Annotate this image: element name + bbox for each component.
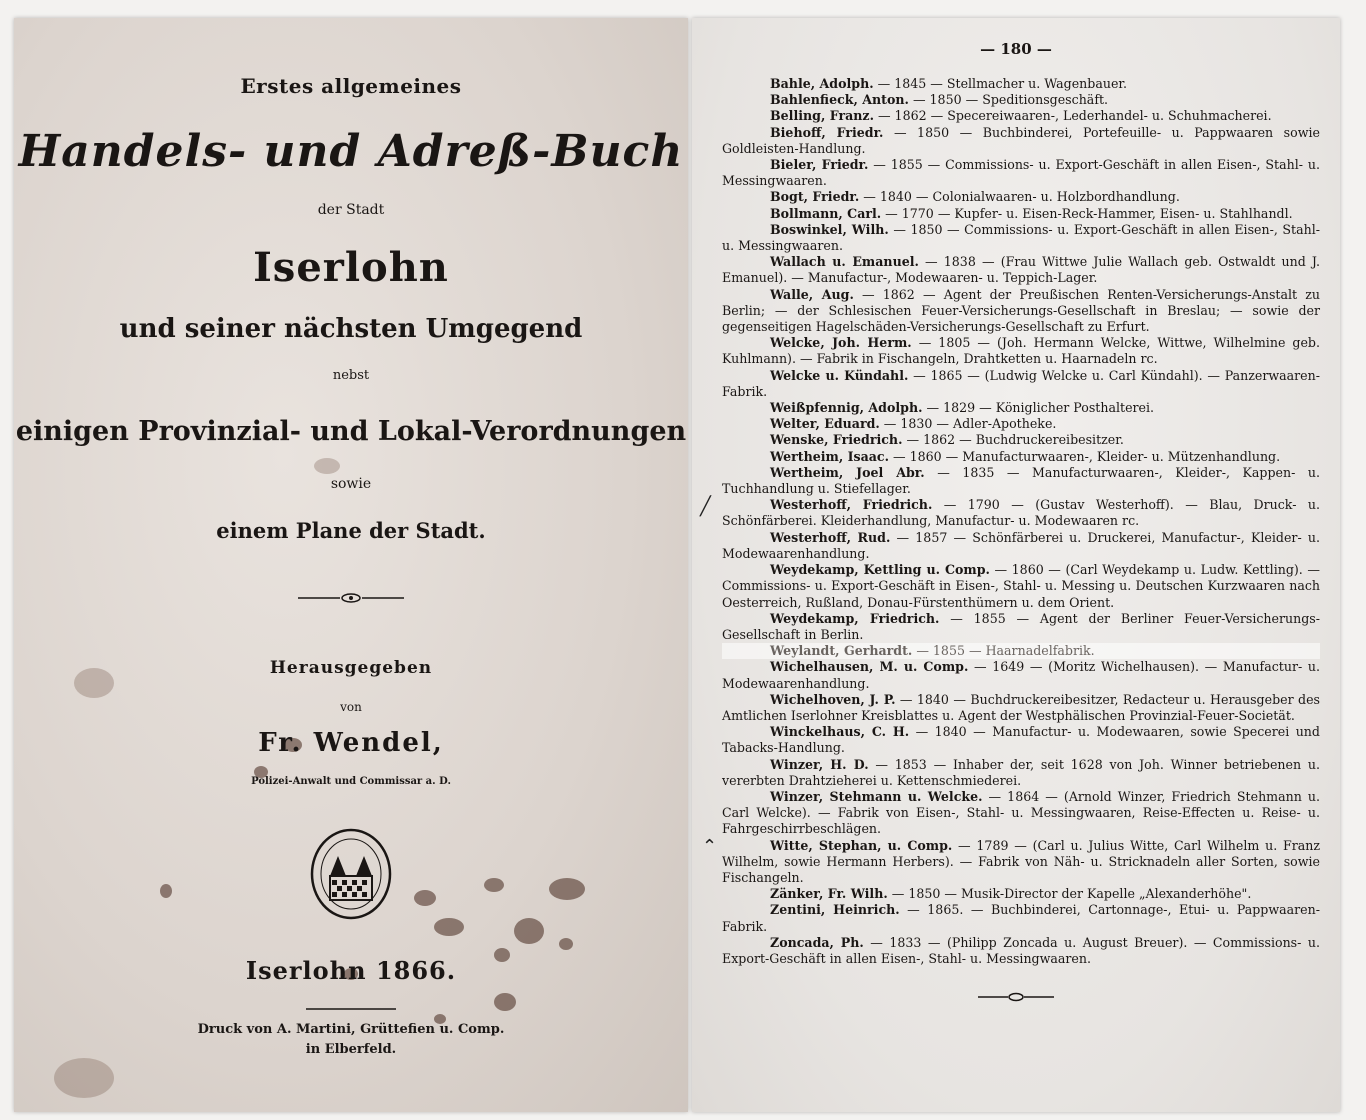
- directory-entry: [722, 254, 1320, 286]
- printer-line: [14, 1020, 688, 1060]
- directory-entry: [722, 432, 1320, 448]
- pencil-mark-icon: ╱: [700, 496, 711, 517]
- entry-text: — 1857 — Schönfärberei u. Druckerei, Manufactur-, Kleider- u. Modewaarenhandlung.: [722, 529, 1320, 561]
- directory-entry: [722, 935, 1320, 967]
- entry-text: — 1865 — (Ludwig Welcke u. Carl Kündahl). — Panzerwaaren-Fabrik.: [722, 367, 1320, 399]
- entry-text: — 1840 — Buchdruckereibesitzer, Redacteur u. Herausgeber des Amtlichen Iserlohner Kreisblattes u. Agent der Westphälischen Provinzial-Feuer-Societät.: [722, 691, 1320, 723]
- directory-page: [692, 18, 1340, 1112]
- entry-name: Winckelhaus, C. H.: [770, 724, 910, 740]
- entry-name: Welcke u. Kündahl.: [770, 367, 909, 383]
- plan-line: einem Plane der Stadt.: [216, 518, 486, 543]
- stain: [54, 1058, 114, 1098]
- main-title: Handels- und Adreß-Buch: [18, 126, 684, 177]
- directory-entry: [722, 659, 1320, 691]
- entry-name: Welter, Eduard.: [770, 416, 880, 432]
- rule-icon: [14, 996, 688, 1015]
- entry-text: — 1790 — (Gustav Westerhoff). — Blau, Druck- u. Schönfärberei. Kleiderhandlung, Manufactur- u. Modewaaren rc.: [722, 497, 1320, 529]
- entry-text: — 1833 — (Philipp Zoncada u. August Breuer). — Commissions- u. Export-Geschäft in allen Eisen-, Stahl- u. Messingwaaren.: [722, 934, 1320, 966]
- sowie-line: sowie: [330, 476, 372, 492]
- printer-line-2: in Elberfeld.: [305, 1042, 397, 1057]
- entry-name: Boswinkel, Wilh.: [770, 221, 889, 237]
- directory-entry: [722, 368, 1320, 400]
- entry-text: — 1862 — Agent der Preußischen Renten-Versicherungs-Anstalt zu Berlin; — der Schlesischen Feuer-Versicherungs-Gesellschaft in Breslau; — sowie der gegenseitigen Hagelschäden-Versicherungs-Gesellschaft zu Erfurt.: [722, 286, 1320, 335]
- directory-entry: [722, 416, 1320, 432]
- stain: [559, 938, 573, 950]
- directory-entry: [722, 222, 1320, 254]
- pencil-mark-icon: ⌃: [702, 836, 718, 857]
- entry-text: — 1850 — Buchbinderei, Portefeuille- u. Pappwaaren sowie Goldleisten-Handlung.: [722, 124, 1320, 156]
- directory-entry: [722, 902, 1320, 934]
- directory-entry: [722, 465, 1320, 497]
- von-line: von: [340, 700, 362, 714]
- directory-entry: [722, 530, 1320, 562]
- entry-name: Weydekamp, Friedrich.: [770, 610, 940, 626]
- entry-name: Bogt, Friedr.: [770, 189, 860, 205]
- entry-text: — 1855 — Commissions- u. Export-Geschäft in allen Eisen-, Stahl- u. Messingwaaren.: [722, 157, 1320, 189]
- entry-name: Westerhoff, Rud.: [770, 529, 891, 545]
- entry-name: Wichelhoven, J. P.: [770, 691, 896, 707]
- entry-text: — 1860 — Manufacturwaaren-, Kleider- u. Mützenhandlung.: [888, 448, 1281, 464]
- subtitle-umgegend: und seiner nächsten Umgegend: [119, 314, 583, 344]
- directory-entry: [722, 692, 1320, 724]
- entry-name: Biehoff, Friedr.: [770, 124, 884, 140]
- entry-name: Wertheim, Joel Abr.: [770, 464, 925, 480]
- entry-text: — 1649 — (Moritz Wichelhausen). — Manufactur- u. Modewaarenhandlung.: [722, 659, 1320, 691]
- directory-entry: [722, 497, 1320, 529]
- entry-text: — 1840 — Colonialwaaren- u. Holzbordhandlung.: [859, 189, 1180, 205]
- page-number: — 180 —: [980, 40, 1052, 58]
- entry-text: — 1789 — (Carl u. Julius Witte, Carl Wilhelm u. Franz Wilhelm, sowie Hermann Herbers). — Fabrik von Näh- u. Stricknadeln aller Sorten, sowie Fischangeln.: [722, 837, 1320, 885]
- entry-name: Bollmann, Carl.: [770, 205, 882, 221]
- entry-name: Walle, Aug.: [770, 286, 854, 302]
- entry-text: — 1805 — (Joh. Hermann Welcke, Wittwe, Wilhelmine geb. Kuhlmann). — Fabrik in Fischangeln, Drahtketten u. Haarnadeln rc.: [722, 335, 1320, 367]
- entry-name: Wichelhausen, M. u. Comp.: [770, 659, 969, 675]
- directory-entry: [722, 724, 1320, 756]
- entry-text: — 1865. — Buchbinderei, Cartonnage-, Etui- u. Pappwaaren-Fabrik.: [722, 902, 1321, 934]
- nebst-line: nebst: [332, 368, 370, 383]
- entry-name: Bahlenfieck, Anton.: [770, 92, 909, 108]
- entry-text: — 1829 — Königlicher Posthalterei.: [922, 400, 1155, 416]
- entry-text: — 1862 — Buchdruckereibesitzer.: [902, 432, 1124, 448]
- directory-entry: [722, 157, 1320, 189]
- entry-name: Witte, Stephan, u. Comp.: [770, 837, 953, 853]
- ornament-divider-icon: [692, 988, 1340, 1007]
- entry-name: Wertheim, Isaac.: [770, 448, 889, 464]
- stain: [314, 458, 340, 474]
- city-seal-icon: [14, 826, 688, 926]
- directory-entry: [722, 449, 1320, 465]
- title-line-erstes: Erstes allgemeines: [240, 74, 462, 98]
- entry-name: Westerhoff, Friedrich.: [770, 497, 933, 513]
- printer-line-1: Druck von A. Martini, Grüttefien u. Comp.: [197, 1022, 505, 1037]
- entries-list: [722, 76, 1320, 967]
- entry-name: Weißpfennig, Adolph.: [770, 400, 923, 416]
- entry-text: — 1840 — Manufactur- u. Modewaaren, sowie Specerei und Tabacks-Handlung.: [722, 724, 1320, 756]
- entry-name: Winzer, H. D.: [770, 756, 869, 772]
- entry-name: Bahle, Adolph.: [770, 76, 874, 91]
- entry-text: — 1864 — (Arnold Winzer, Friedrich Stehmann u. Carl Welcke). — Fabrik von Eisen-, Stahl- u. Messingwaaren, Reise-Effecten u. Reise- u. Fahrgeschirrbeschlägen.: [722, 788, 1321, 837]
- entry-text: — 1853 — Inhaber der, seit 1628 von Joh. Winner betriebenen u. vererbten Drahtzieherei u. Kettenschmiederei.: [722, 756, 1320, 788]
- directory-entry: [722, 643, 1320, 659]
- entry-name: Weylandt, Gerhardt.: [770, 643, 913, 659]
- entry-name: Bieler, Friedr.: [770, 157, 869, 173]
- entry-name: Weydekamp, Kettling u. Comp.: [770, 562, 990, 578]
- year-line: Iserlohn 1866.: [245, 956, 457, 985]
- directory-entry: [722, 76, 1320, 92]
- entry-text: — 1835 — Manufacturwaaren-, Kleider-, Kappen- u. Tuchhandlung u. Stiefellager.: [722, 464, 1321, 497]
- entry-text: — 1845 — Stellmacher u. Wagenbauer.: [873, 76, 1128, 91]
- directory-entry: [722, 108, 1320, 124]
- directory-entry: [722, 757, 1320, 789]
- author-role: Polizei-Anwalt und Commissar a. D.: [251, 776, 451, 787]
- entry-text: — 1770 — Kupfer- u. Eisen-Reck-Hammer, Eisen- u. Stahlhandl.: [881, 205, 1293, 221]
- directory-entry: [722, 189, 1320, 205]
- directory-entry: [722, 886, 1320, 902]
- entry-name: Zentini, Heinrich.: [770, 902, 900, 918]
- entry-name: Zoncada, Ph.: [770, 934, 864, 950]
- entry-name: Winzer, Stehmann u. Welcke.: [770, 788, 983, 804]
- entry-name: Wenske, Friedrich.: [770, 432, 903, 448]
- author-name: Fr. Wendel,: [258, 728, 444, 758]
- entry-name: Wallach u. Emanuel.: [770, 254, 919, 270]
- entry-name: Welcke, Joh. Herm.: [770, 335, 912, 351]
- entry-text: — 1850 — Musik-Director der Kapelle „Alexanderhöhe".: [887, 886, 1252, 902]
- directory-entry: [722, 206, 1320, 222]
- provinzial-line: einigen Provinzial- und Lokal-Verordnungen: [15, 416, 687, 447]
- ornament-divider-icon: [14, 590, 688, 609]
- directory-entry: [722, 562, 1320, 611]
- entry-text: — 1860 — (Carl Weydekamp u. Ludw. Kettling). — Commissions- u. Export-Geschäft in Eisen-, Stahl- u. Messing u. Deutschen Kurzwaaren nach Oesterreich, Rußland, Donau-Fürstenthümern u. dem Orient.: [722, 562, 1320, 610]
- directory-entry: [722, 125, 1320, 157]
- directory-entry: [722, 92, 1320, 108]
- entry-name: Belling, Franz.: [770, 108, 874, 124]
- directory-entry: [722, 789, 1320, 838]
- entry-name: Zänker, Fr. Wilh.: [770, 886, 888, 902]
- entry-text: — 1830 — Adler-Apotheke.: [879, 416, 1057, 432]
- directory-entry: [722, 400, 1320, 416]
- herausgegeben-line: Herausgegeben: [269, 658, 433, 678]
- entry-text: — 1838 — (Frau Wittwe Julie Wallach geb. Ostwaldt und J. Emanuel). — Manufactur-, Modewaaren- u. Teppich-Lager.: [722, 254, 1320, 286]
- entry-text: — 1855 — Agent der Berliner Feuer-Versicherungs-Gesellschaft in Berlin.: [722, 610, 1320, 642]
- directory-entry: [722, 838, 1320, 887]
- der-stadt-line: der Stadt: [317, 202, 385, 218]
- city-name: Iserlohn: [253, 244, 449, 291]
- entry-text: — 1855 — Haarnadelfabrik.: [912, 643, 1095, 659]
- directory-entry: [722, 611, 1320, 643]
- directory-entry: [722, 287, 1320, 336]
- entry-text: — 1850 — Speditionsgeschäft.: [908, 92, 1109, 108]
- directory-entry: [722, 335, 1320, 367]
- title-page: [14, 18, 688, 1112]
- entry-text: — 1862 — Specereiwaaren-, Lederhandel- u. Schuhmacherei.: [873, 108, 1272, 124]
- entry-text: — 1850 — Commissions- u. Export-Geschäft in allen Eisen-, Stahl- u. Messingwaaren.: [722, 221, 1320, 254]
